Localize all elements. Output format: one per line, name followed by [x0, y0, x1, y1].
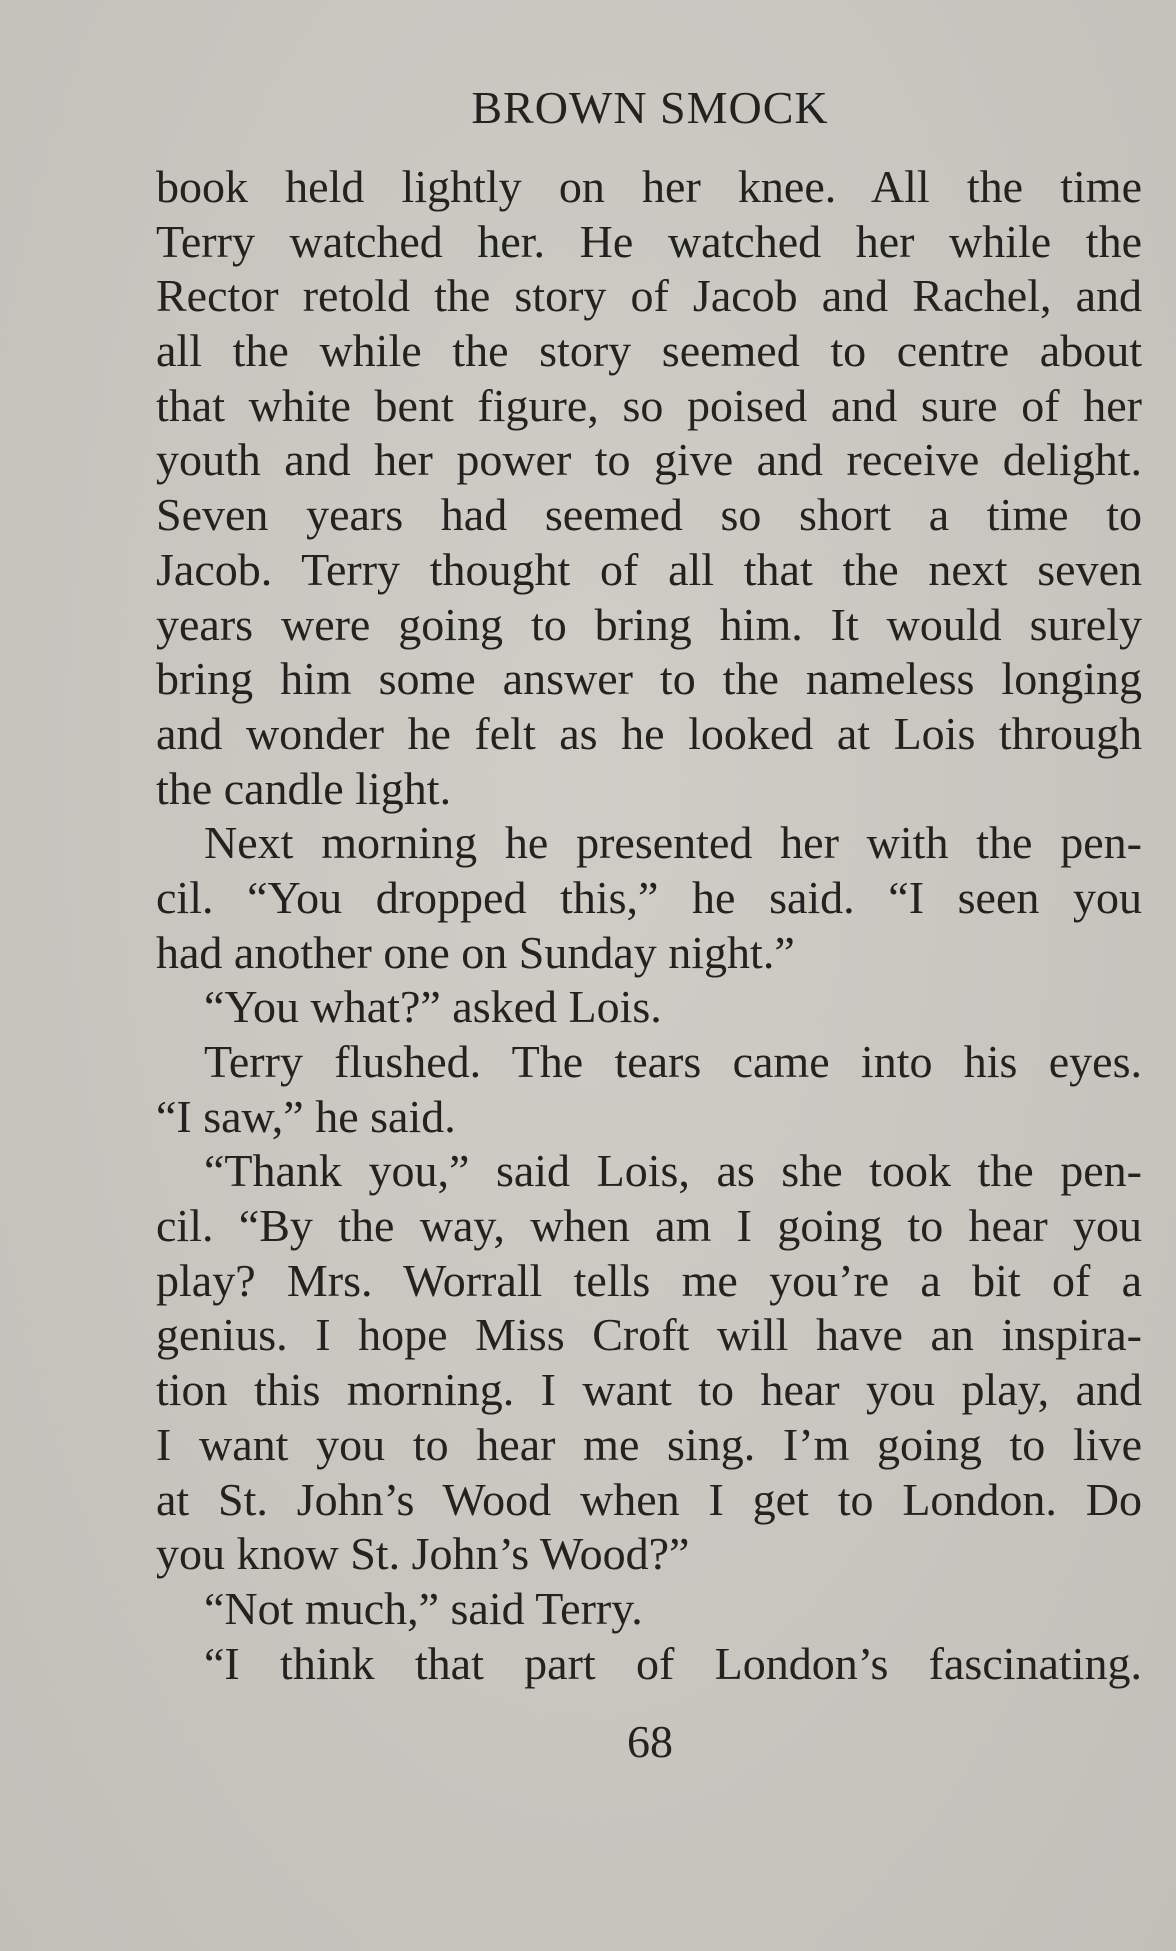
text-line: cil. “By the way, when am I going to hear you [156, 1200, 1142, 1252]
text-line: and wonder he felt as he looked at Lois through [156, 707, 1142, 759]
body-text [156, 160, 1142, 1691]
text-line: Seven years had seemed so short a time to [156, 489, 1142, 541]
text-line: tion this morning. I want to hear you play, and [156, 1364, 1142, 1416]
text-line: “Thank you,” said Lois, as she took the pen- [204, 1145, 1142, 1197]
text-line: that white bent figure, so poised and sure of her [156, 379, 1142, 431]
text-line: cil. “You dropped this,” he said. “I seen you [156, 871, 1142, 923]
text-line: “You what?” asked Lois. [204, 981, 662, 1033]
text-line: bring him some answer to the nameless longing [156, 653, 1142, 705]
text-line: “Not much,” said Terry. [204, 1582, 643, 1634]
text-line: Next morning he presented her with the pen- [204, 817, 1142, 869]
running-head: BROWN SMOCK [471, 82, 829, 133]
text-line: had another one on Sunday night.” [156, 926, 795, 978]
text-line: “I think that part of London’s fascinating. [204, 1637, 1142, 1689]
text-line: at St. John’s Wood when I get to London. Do [156, 1473, 1142, 1525]
text-line: Terry flushed. The tears came into his eyes. [204, 1036, 1142, 1087]
text-line: genius. I hope Miss Croft will have an inspira- [156, 1309, 1142, 1361]
text-line: all the while the story seemed to centre about [156, 325, 1142, 377]
text-line: I want you to hear me sing. I’m going to live [156, 1418, 1142, 1470]
text-line: you know St. John’s Wood?” [156, 1528, 690, 1580]
text-line: the candle light. [156, 762, 452, 814]
text-line: years were going to bring him. It would surely [156, 598, 1142, 650]
text-line: Jacob. Terry thought of all that the next seven [156, 543, 1142, 595]
text-line: Terry watched her. He watched her while the [156, 215, 1142, 267]
text-line: youth and her power to give and receive delight. [156, 434, 1142, 486]
page-number: 68 [627, 1716, 673, 1767]
text-line: book held lightly on her knee. All the time [156, 161, 1142, 212]
text-line: play? Mrs. Worrall tells me you’re a bit of a [156, 1254, 1142, 1306]
text-line: “I saw,” he said. [156, 1090, 456, 1142]
text-line: Rector retold the story of Jacob and Rachel, and [156, 270, 1142, 322]
